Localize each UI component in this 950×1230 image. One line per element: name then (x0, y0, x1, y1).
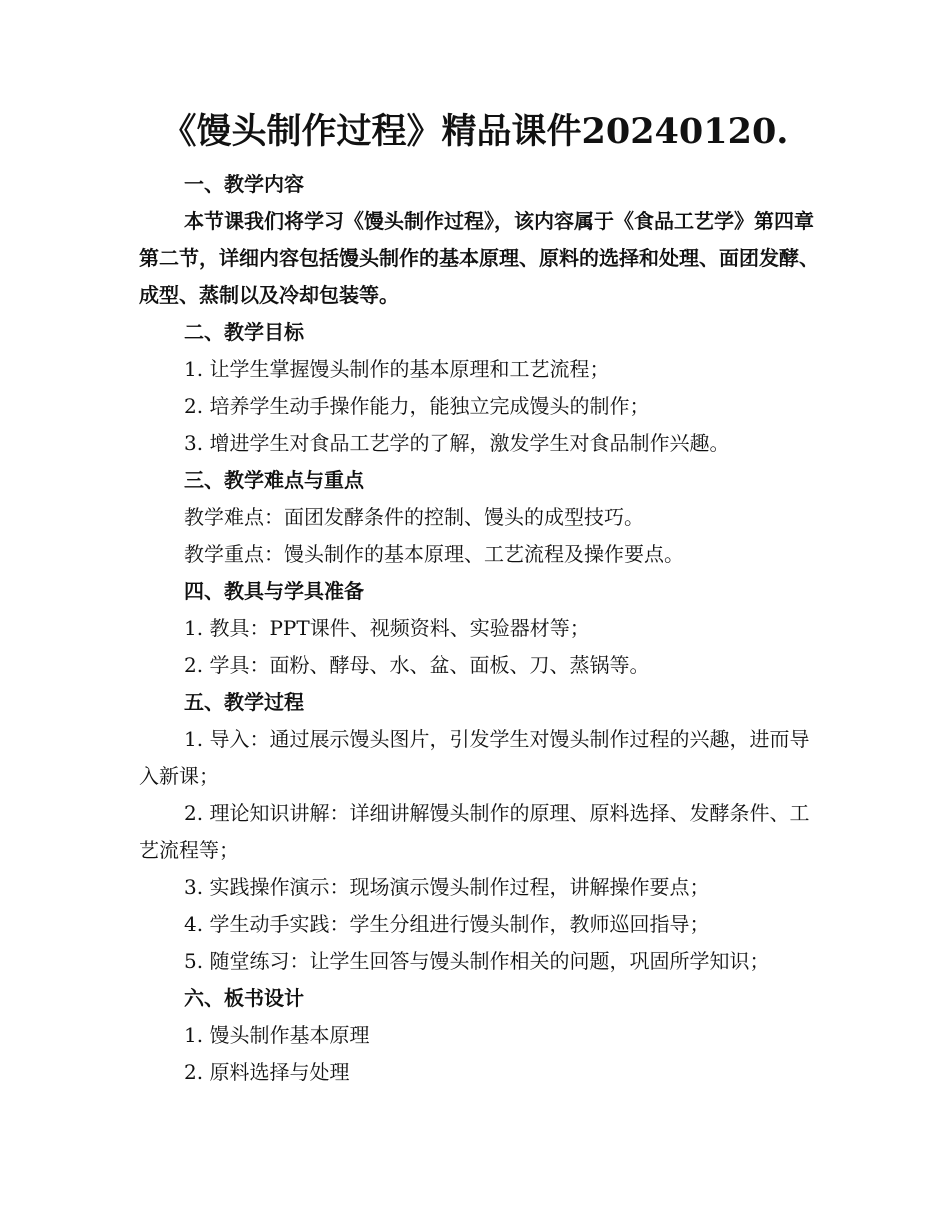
list-item: 1. 导入：通过展示馒头图片，引发学生对馒头制作过程的兴趣，进而导入新课； (139, 727, 810, 788)
section-heading: 四、教具与学具准备 (184, 579, 364, 603)
list-item: 2. 理论知识讲解：详细讲解馒头制作的原理、原料选择、发酵条件、工艺流程等； (139, 801, 810, 862)
list-item: 5. 随堂练习：让学生回答与馒头制作相关的问题，巩固所学知识； (184, 949, 770, 973)
list-item: 3. 实践操作演示：现场演示馒头制作过程，讲解操作要点； (184, 875, 710, 899)
list-item: 4. 学生动手实践：学生分组进行馒头制作，教师巡回指导； (184, 912, 710, 936)
paragraph: 本节课我们将学习《馒头制作过程》，该内容属于《食品工艺学》第四章第二节，详细内容包括馒头制作的基本原理、原料的选择和处理、面团发酵、成型、蒸制以及冷却包装等。 (139, 209, 819, 307)
list-item: 2. 原料选择与处理 (184, 1060, 350, 1084)
list-item: 3. 增进学生对食品工艺学的了解，激发学生对食品制作兴趣。 (184, 431, 730, 455)
section-heading: 一、教学内容 (184, 172, 304, 196)
list-item: 1. 教具：PPT课件、视频资料、实验器材等； (184, 616, 590, 640)
paragraph: 教学难点：面团发酵条件的控制、馒头的成型技巧。 (184, 505, 644, 529)
section-heading: 三、教学难点与重点 (184, 468, 364, 492)
list-item: 2. 培养学生动手操作能力，能独立完成馒头的制作； (184, 394, 650, 418)
list-item: 1. 馒头制作基本原理 (184, 1023, 370, 1047)
document-title: 《馒头制作过程》精品课件20240120. (161, 111, 789, 152)
paragraph: 教学重点：馒头制作的基本原理、工艺流程及操作要点。 (184, 542, 684, 566)
document-body (139, 166, 819, 1091)
section-heading: 六、板书设计 (184, 986, 304, 1010)
section-heading: 五、教学过程 (184, 690, 304, 714)
list-item: 2. 学具：面粉、酵母、水、盆、面板、刀、蒸锅等。 (184, 653, 650, 677)
list-item: 1. 让学生掌握馒头制作的基本原理和工艺流程； (184, 357, 610, 381)
section-heading: 二、教学目标 (184, 320, 304, 344)
